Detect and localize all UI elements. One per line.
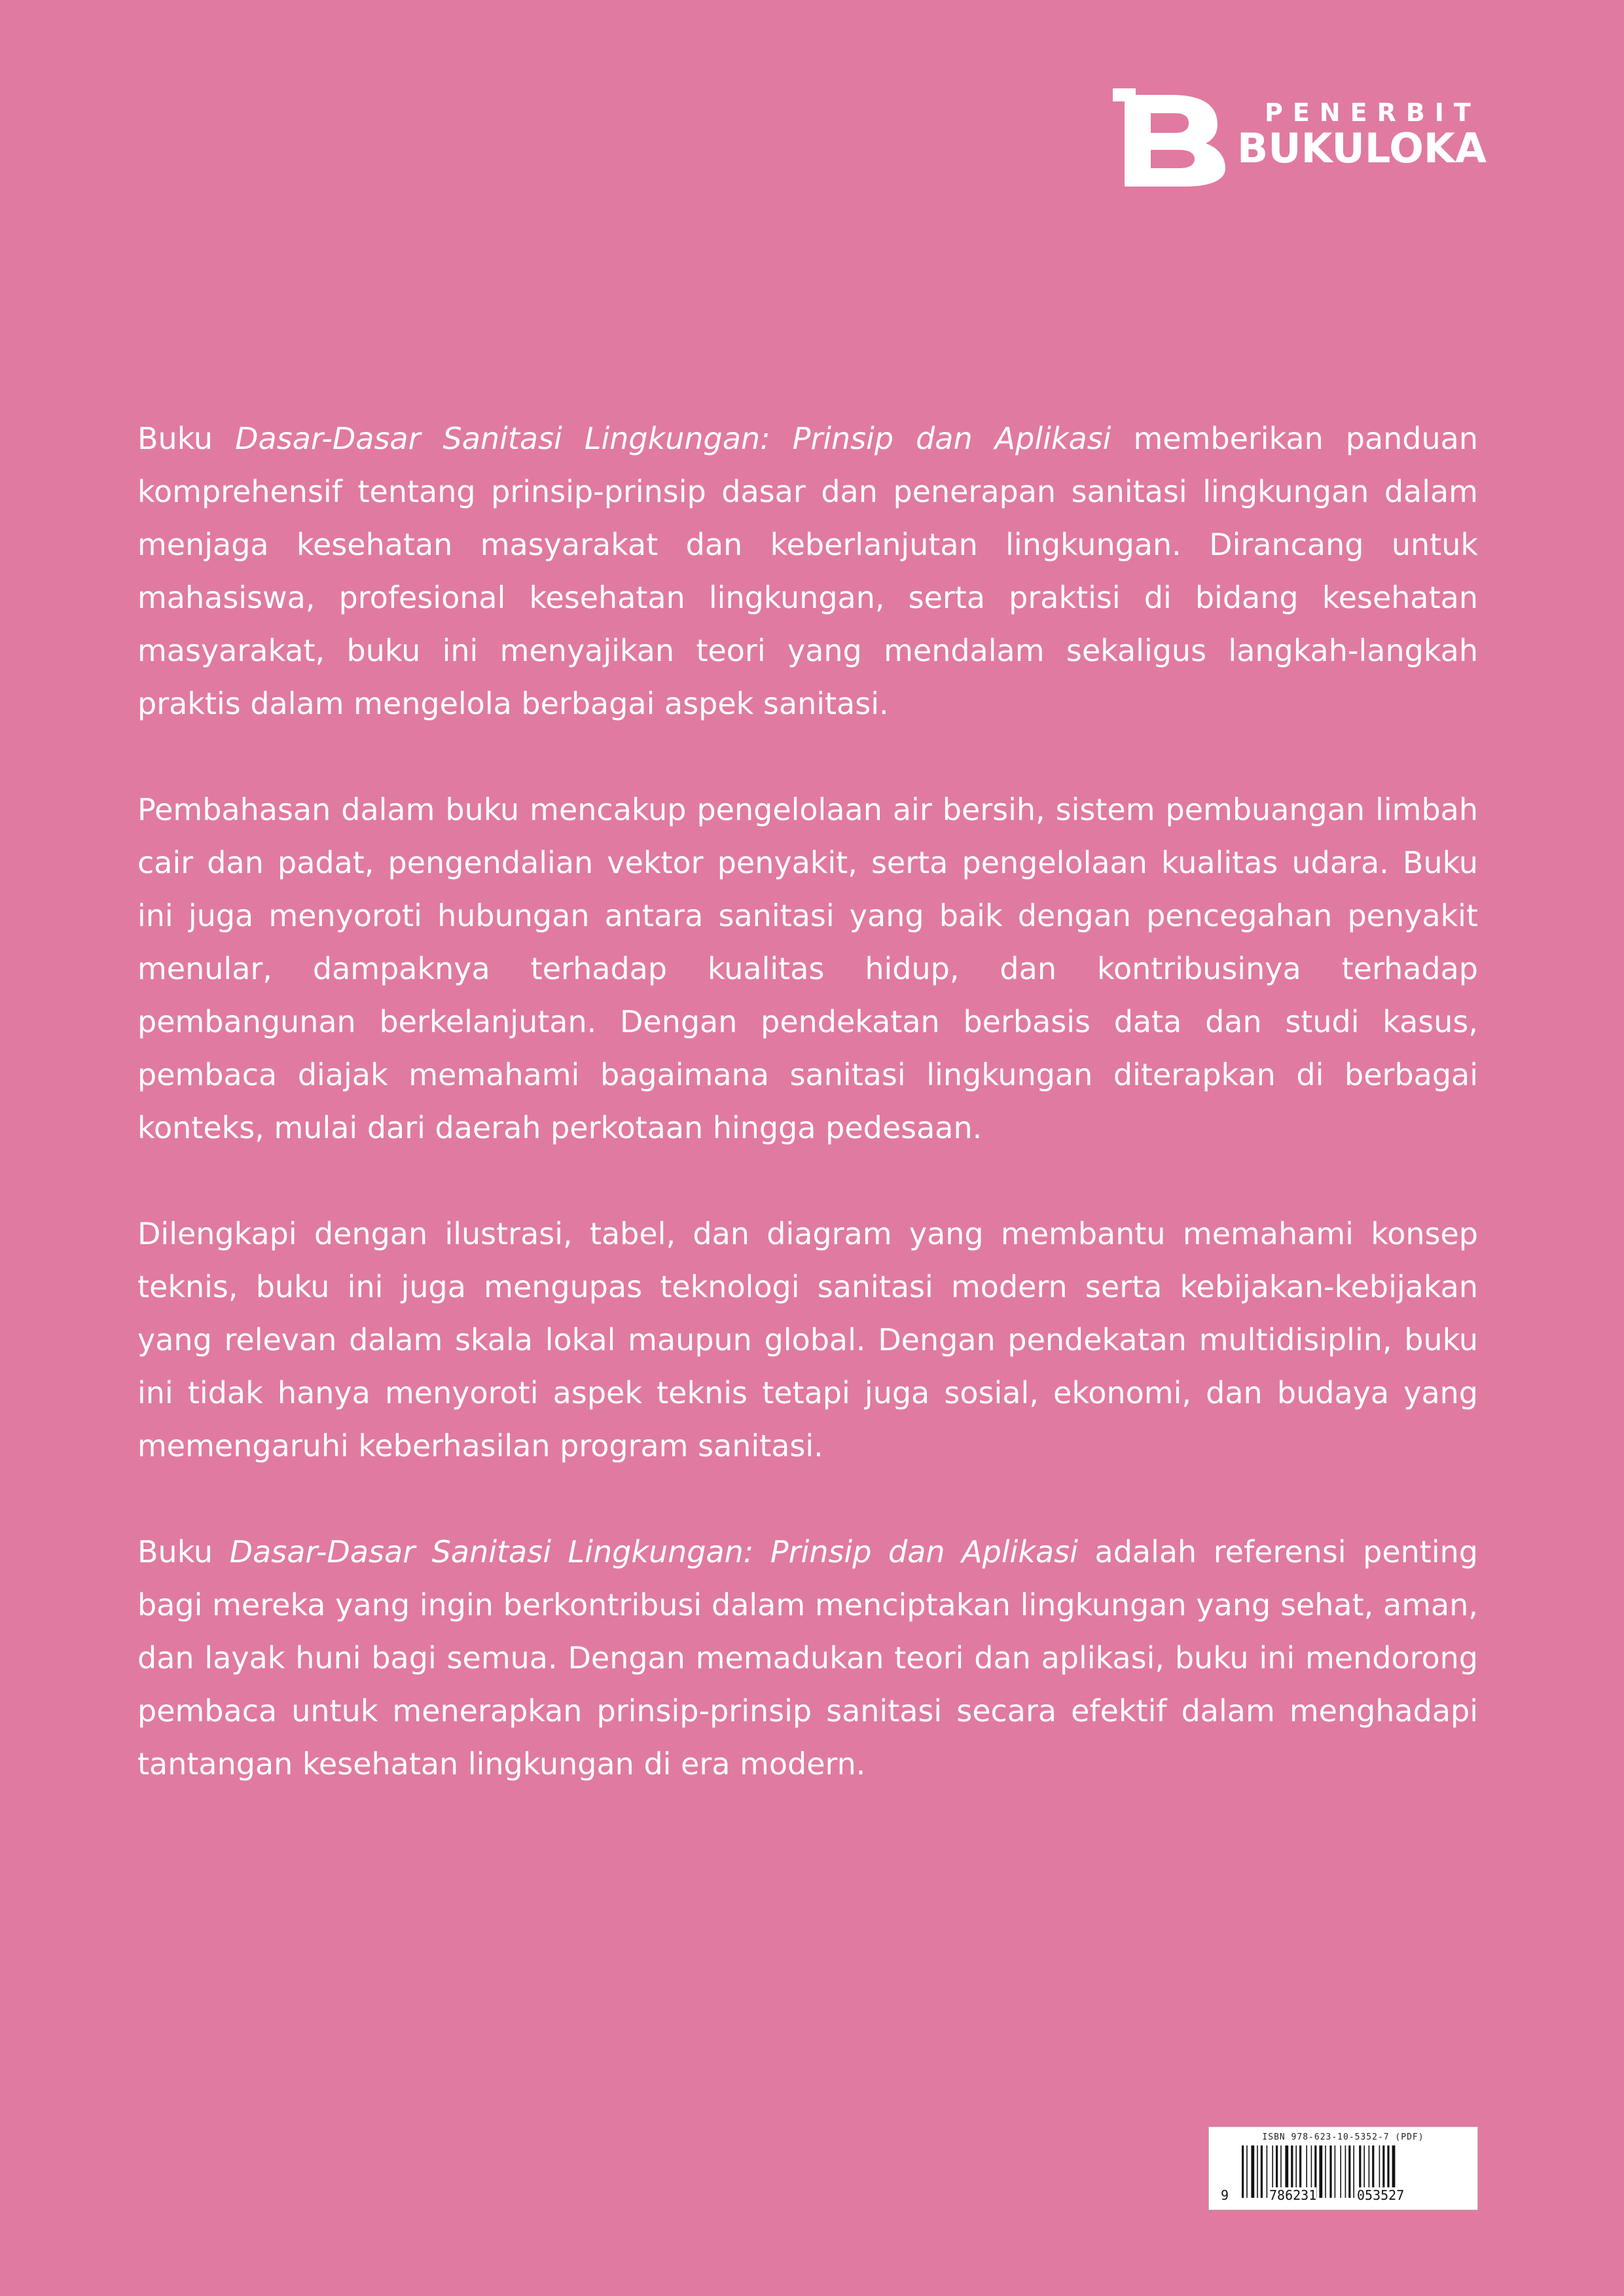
isbn-label: ISBN 978-623-10-5352-7 (PDF) xyxy=(1262,2132,1424,2142)
publisher-name: BUKULOKA xyxy=(1237,124,1487,172)
blurb-paragraph-3 xyxy=(137,1208,1478,1473)
book-title: Dasar-Dasar Sanitasi Lingkungan: Prinsip dan Aplikasi xyxy=(235,421,1111,456)
blurb xyxy=(137,412,1478,1844)
barcode-digits xyxy=(1209,2187,1477,2207)
publisher-label: PENERBIT xyxy=(1265,98,1481,127)
paragraph-lead: Buku xyxy=(137,1534,230,1570)
isbn-barcode xyxy=(1208,2126,1478,2210)
paragraph-text: memberikan panduan komprehensif tentang prinsip-prinsip dasar dan penerapan sanitasi lingkungan dalam menjaga kesehatan masyarakat dan keberlanjutan lingkungan. Dirancang untuk mahasiswa, profesional kesehatan lingkungan, serta praktisi di bidang kesehatan masyarakat, buku ini menyajikan teori yang mendalam sekaligus langkah-langkah praktis dalam mengelola berbagai aspek sanitasi. xyxy=(137,421,1478,721)
barcode-digit-prefix: 9 xyxy=(1221,2187,1229,2203)
paragraph-text: adalah referensi penting bagi mereka yang ingin berkontribusi dalam menciptakan lingkungan yang sehat, aman, dan layak huni bagi semua. Dengan memadukan teori dan aplikasi, buku ini mendorong pembaca untuk menerapkan prinsip-prinsip sanitasi secara efektif dalam menghadapi tantangan kesehatan lingkungan di era modern. xyxy=(137,1534,1478,1782)
paragraph-text: Dilengkapi dengan ilustrasi, tabel, dan diagram yang membantu memahami konsep teknis, buku ini juga mengupas teknologi sanitasi modern serta kebijakan-kebijakan yang relevan dalam skala lokal maupun global. Dengan pendekatan multidisiplin, buku ini tidak hanya menyoroti aspek teknis tetapi juga sosial, ekonomi, dan budaya yang memengaruhi keberhasilan program sanitasi. xyxy=(137,1216,1478,1463)
barcode-digit-group-2: 053527 xyxy=(1357,2187,1405,2203)
letter-b-logo-icon xyxy=(1113,88,1227,187)
barcode-digit-group-1: 786231 xyxy=(1269,2187,1317,2203)
paragraph-text: Pembahasan dalam buku mencakup pengelolaan air bersih, sistem pembuangan limbah cair dan padat, pengendalian vektor penyakit, serta pengelolaan kualitas udara. Buku ini juga menyoroti hubungan antara sanitasi yang baik dengan pencegahan penyakit menular, dampaknya terhadap kualitas hidup, dan kontribusinya terhadap pembangunan berkelanjutan. Dengan pendekatan berbasis data dan studi kasus, pembaca diajak memahami bagaimana sanitasi lingkungan diterapkan di berbagai konteks, mulai dari daerah perkotaan hingga pedesaan. xyxy=(137,792,1478,1145)
book-title: Dasar-Dasar Sanitasi Lingkungan: Prinsip dan Aplikasi xyxy=(229,1534,1078,1570)
blurb-paragraph-2 xyxy=(137,783,1478,1155)
blurb-paragraph-1 xyxy=(137,412,1478,730)
paragraph-lead: Buku xyxy=(137,421,236,456)
publisher-logo xyxy=(1113,85,1506,190)
blurb-paragraph-4 xyxy=(137,1526,1478,1791)
